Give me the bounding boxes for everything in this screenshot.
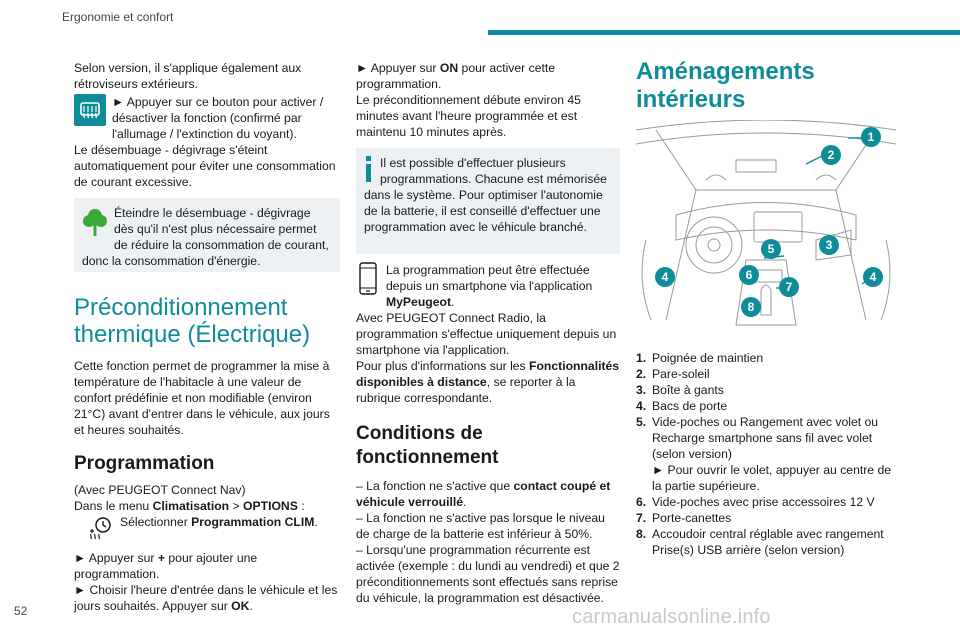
item-text: Poignée de maintien	[652, 351, 764, 365]
text: >	[229, 499, 244, 513]
paragraph: – La fonction ne s'active pas lorsque le niveau de charge de la batterie est inférieur à 50%.	[356, 511, 605, 541]
column-2	[356, 60, 620, 606]
ok-label: OK	[231, 599, 250, 613]
paragraph	[356, 358, 620, 406]
text: , se reporter à la rubrique correspondante.	[356, 375, 576, 405]
list-item	[636, 414, 902, 462]
item-number: 8.	[636, 527, 647, 541]
paragraph: Le préconditionnement débute environ 45 minutes avant l'heure programmée et est maintenu 10 minutes après.	[356, 93, 581, 139]
list-item	[636, 382, 902, 398]
callout-8	[740, 296, 762, 322]
list-item	[636, 366, 902, 382]
callout-1	[860, 126, 882, 152]
callout-4-left	[654, 266, 676, 292]
paragraph	[74, 550, 340, 582]
paragraph: Cette fonction permet de programmer la mise à température de l'habitacle à une valeur de confort prédéfinie et non modifiable (environ 21°C) avant d'entrer dans le véhicule, aux jours et heures souhaités.	[74, 359, 330, 437]
text: pour ajouter une programmation.	[74, 551, 258, 581]
item-number: 1.	[636, 351, 647, 365]
eco-note-text: Éteindre le désembuage - dégivrage dès qu'il n'est plus nécessaire permet de réduire la consommation de courant, donc la consommation d'énergie.	[82, 206, 329, 268]
paragraph	[74, 582, 340, 614]
callout-1-label: 1	[867, 130, 875, 144]
callout-5	[760, 238, 782, 264]
paragraph	[356, 262, 620, 310]
list-item	[636, 526, 902, 558]
callout-7-label: 7	[785, 280, 793, 294]
callout-6	[738, 264, 760, 290]
callout-3-label: 3	[825, 238, 833, 252]
text: .	[451, 295, 455, 309]
callout-8-label: 8	[747, 300, 755, 314]
plus-label: +	[157, 551, 165, 565]
paragraph	[74, 498, 340, 514]
column-3	[636, 58, 902, 558]
item-number: 5.	[636, 415, 647, 429]
item-text: ► Pour ouvrir le volet, appuyer au centre de la partie supérieure.	[652, 463, 892, 493]
item-text: Pare-soleil	[652, 367, 710, 381]
callout-2-label: 2	[827, 148, 835, 162]
eco-tree-icon	[82, 207, 108, 241]
menu-options: OPTIONS	[243, 499, 298, 513]
text: ► Appuyer sur	[74, 551, 158, 565]
text: Sélectionner	[120, 515, 192, 529]
page-number: 52	[14, 604, 28, 618]
callout-7	[778, 276, 800, 302]
item-text: Bacs de porte	[652, 399, 728, 413]
fittings-list	[636, 350, 902, 558]
text: ► Choisir l'heure d'entrée dans le véhicule et les jours souhaités. Appuyer sur	[74, 583, 338, 613]
condition-locked-label: contact coupé et véhicule verrouillé	[356, 479, 611, 509]
info-note-box	[356, 148, 620, 254]
paragraph: Le désembuage - dégivrage s'éteint automatiquement pour éviter une consommation de courant excessive.	[74, 143, 336, 189]
eco-note-box	[74, 198, 340, 272]
item-number: 4.	[636, 399, 647, 413]
remote-features-label: Fonctionnalités disponibles à distance	[356, 359, 620, 389]
item-text: Porte-canettes	[652, 511, 732, 525]
mypeugeot-label: MyPeugeot	[386, 295, 452, 309]
text: pour activer cette programmation.	[356, 61, 556, 91]
paragraph	[356, 60, 620, 92]
text: .	[314, 515, 318, 529]
item-number: 6.	[636, 495, 647, 509]
item-text: Boîte à gants	[652, 383, 724, 397]
paragraph: ► Appuyer sur ce bouton pour activer / désactiver la fonction (confirmé par l'allumage / l'extinction du voyant).	[112, 95, 324, 141]
paragraph: – Lorsqu'une programmation récurrente est activée (exemple : du lundi au vendredi) et que 2 préconditionnements sont effectués sans reprise du véhicule, la programmation est désactivée.	[356, 543, 620, 605]
info-note-text: Il est possible d'effectuer plusieurs programmations. Chacune est mémorisée dans le système. Pour optimiser l'autonomie de la batterie, il est conseillé d'effectuer une programmation avec le véhicule branché.	[364, 156, 607, 234]
text: La programmation peut être effectuée depuis un smartphone via l'application	[386, 263, 593, 293]
callout-2	[820, 144, 842, 170]
heading-conditions: Conditions de fonctionnement	[356, 423, 499, 468]
callout-5-label: 5	[767, 242, 775, 256]
item-text: Vide-poches ou Rangement avec volet ou Recharge smartphone sans fil avec volet (selon version)	[652, 415, 879, 461]
list-item	[636, 350, 902, 366]
text: :	[297, 499, 305, 513]
list-item	[636, 462, 902, 494]
list-item	[636, 398, 902, 414]
text: ► Appuyer sur	[356, 61, 440, 75]
item-number: 2.	[636, 367, 647, 381]
item-text: Vide-poches avec prise accessoires 12 V	[652, 495, 875, 509]
item-text: Accoudoir central réglable avec rangement Prise(s) USB arrière (selon version)	[652, 527, 884, 557]
text: .	[249, 599, 253, 613]
header-accent-bar	[488, 30, 960, 35]
text: Dans le menu	[74, 499, 153, 513]
menu-climatisation: Climatisation	[152, 499, 230, 513]
paragraph: (Avec PEUGEOT Connect Nav)	[74, 483, 246, 497]
text: .	[463, 495, 467, 509]
heading-interior-fittings: Aménagements intérieurs	[636, 58, 815, 113]
callout-4-label: 4	[869, 270, 877, 284]
rear-defrost-button-icon	[74, 94, 106, 130]
heading-preconditioning: Préconditionnement thermique (Électrique)	[74, 294, 311, 348]
section-header: Ergonomie et confort	[62, 10, 174, 24]
on-label: ON	[439, 61, 459, 75]
heading-programming: Programmation	[74, 453, 215, 474]
smartphone-icon	[356, 262, 380, 300]
info-icon	[364, 156, 374, 186]
cabin-line-drawing	[636, 120, 896, 328]
list-item	[636, 494, 902, 510]
callout-4-right	[862, 266, 884, 292]
column-1	[74, 60, 340, 614]
paragraph: Selon version, il s'applique également aux rétroviseurs extérieurs.	[74, 61, 302, 91]
clim-programming-icon	[88, 514, 114, 544]
callout-3	[818, 234, 840, 260]
text: – La fonction ne s'active que	[356, 479, 514, 493]
list-item	[636, 510, 902, 526]
programmation-clim-label: Programmation CLIM	[191, 515, 315, 529]
interior-illustration	[636, 120, 896, 328]
item-number: 7.	[636, 511, 647, 525]
text: Pour plus d'informations sur les	[356, 359, 530, 373]
callout-4-label: 4	[661, 270, 669, 284]
watermark: carmanualsonline.info	[572, 606, 771, 628]
callout-6-label: 6	[745, 268, 753, 282]
paragraph: Avec PEUGEOT Connect Radio, la programmation s'effectue uniquement depuis un smartphone via l'application.	[356, 311, 617, 357]
item-number: 3.	[636, 383, 647, 397]
paragraph	[356, 478, 620, 510]
